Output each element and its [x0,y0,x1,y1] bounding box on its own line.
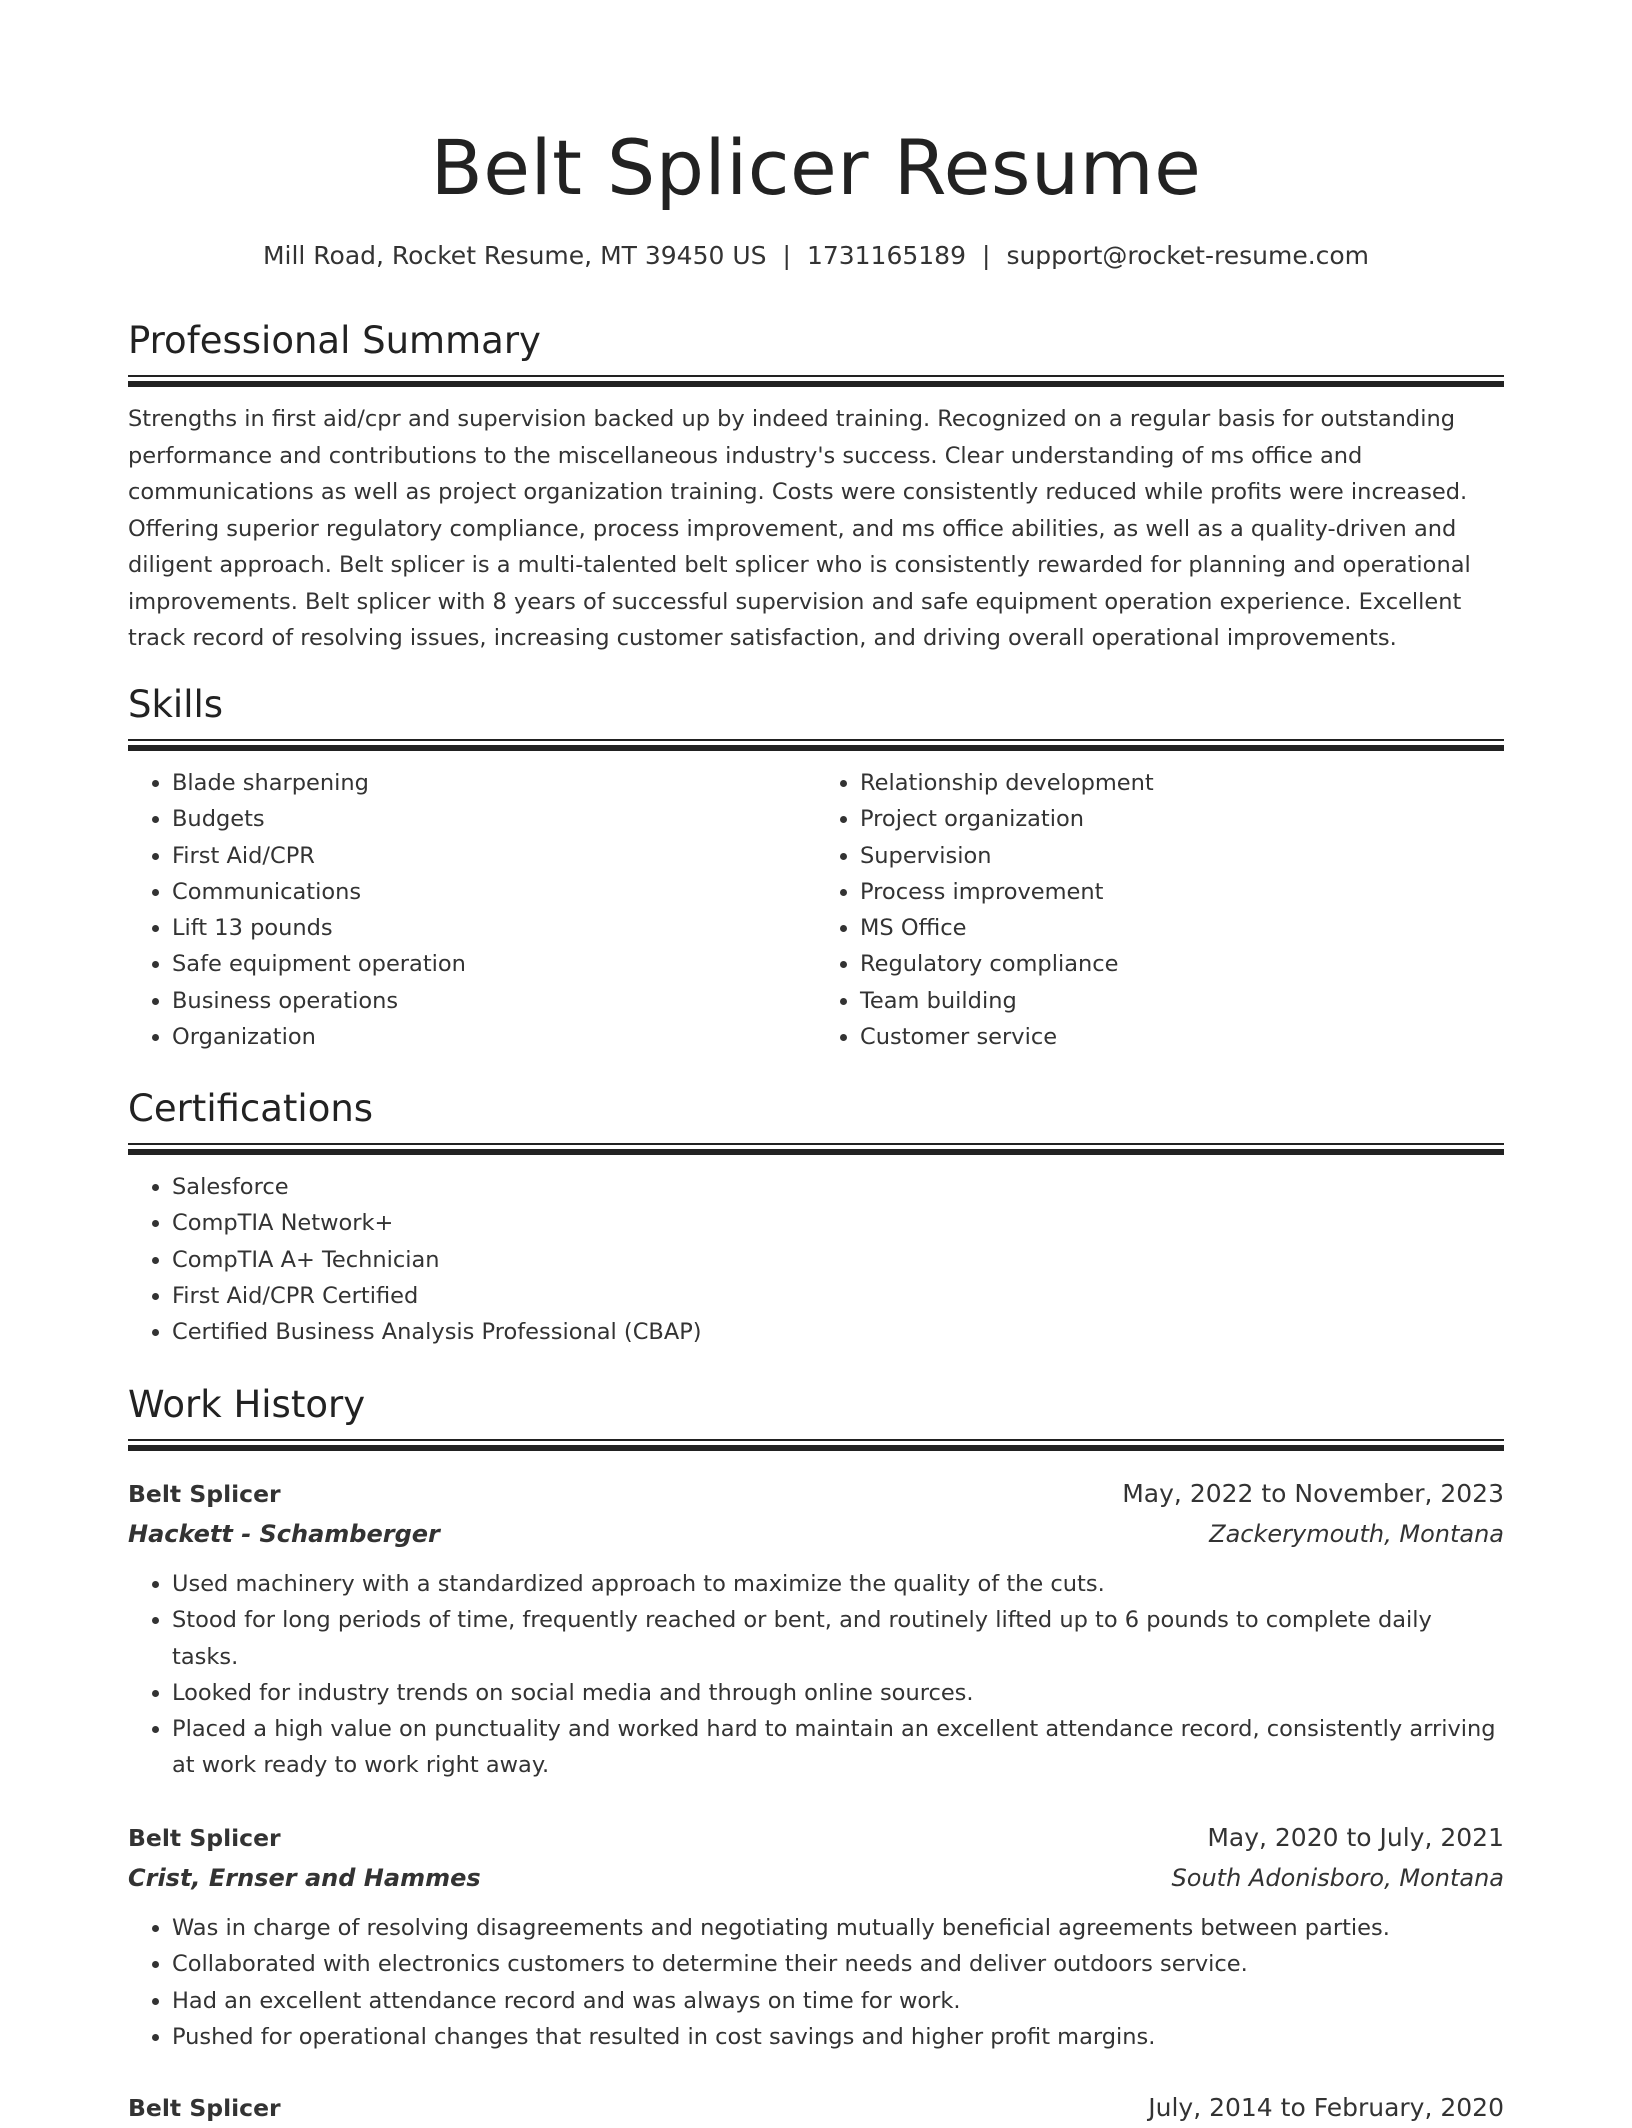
job-dates: May, 2022 to November, 2023 [1122,1479,1504,1508]
job-bullet: • Used machinery with a standardized approach to maximize the quality of the cuts. [172,1566,1504,1602]
skill-item: • Lift 13 pounds [172,910,816,946]
section-divider [128,1439,1504,1451]
job-bullets [128,1910,1504,2055]
summary-heading: Professional Summary [128,319,541,362]
job-entry [128,1818,1504,2055]
certifications-section [128,1085,1504,1350]
certifications-list [128,1169,1504,1350]
skills-list-left [128,765,816,1055]
job-dates: May, 2020 to July, 2021 [1207,1823,1504,1852]
skill-item: • MS Office [860,910,1504,946]
work-history-heading: Work History [128,1383,366,1426]
skills-section [128,681,1504,1055]
summary-text: Strengths in first aid/cpr and supervision backed up by indeed training. Recognized on a regular basis for outstanding performance and contributions to the miscellaneous industry's success. Clear understanding of ms office and communications as well as project organization training. Costs were consistently reduced while profits were increased. Offering superior regulatory compliance, process improvement, and ms office abilities, as well as a quality-driven and diligent approach. Belt splicer is a multi-talented belt splicer who is consistently rewarded for planning and operational improvements. Belt splicer with 8 years of successful supervision and safe equipment operation experience. Excellent track record of resolving issues, increasing customer satisfaction, and driving overall operational improvements. [128,406,1471,651]
skill-item: • Regulatory compliance [860,946,1504,982]
job-entry [128,2088,1504,2128]
contact-email: support@rocket-resume.com [1006,241,1370,270]
skill-item: • Supervision [860,838,1504,874]
job-title: Belt Splicer [128,1480,281,1508]
job-company: Hackett - Schamberger [128,1520,440,1548]
skills-list-right [816,765,1504,1055]
job-location: South Adonisboro, Montana [1171,1864,1504,1892]
skill-item: • Customer service [860,1019,1504,1055]
job-title: Belt Splicer [128,1824,281,1852]
skill-item: • Organization [172,1019,816,1055]
skill-item: • Team building [860,983,1504,1019]
job-location: Zackerymouth, Montana [1209,1520,1504,1548]
skill-item: • Process improvement [860,874,1504,910]
job-entry [128,1474,1504,1784]
section-divider [128,739,1504,751]
section-divider [128,375,1504,387]
certification-item: • CompTIA Network+ [172,1205,1504,1241]
skill-item: • First Aid/CPR [172,838,816,874]
skill-item: • Business operations [172,983,816,1019]
job-title: Belt Splicer [128,2094,281,2122]
summary-section [128,317,1504,657]
skill-item: • Safe equipment operation [172,946,816,982]
section-divider [128,1143,1504,1155]
certification-item: • First Aid/CPR Certified [172,1278,1504,1314]
certification-item: • Salesforce [172,1169,1504,1205]
contact-address: Mill Road, Rocket Resume, MT 39450 US [262,241,767,270]
job-bullets [128,1566,1504,1784]
contact-separator: | [782,241,791,270]
job-bullet: • Collaborated with electronics customers to determine their needs and deliver outdoors service. [172,1946,1504,1982]
contact-line [128,238,1504,274]
skill-item: • Communications [172,874,816,910]
certification-item: • CompTIA A+ Technician [172,1242,1504,1278]
job-bullet: • Had an excellent attendance record and was always on time for work. [172,1983,1504,2019]
job-bullet: • Stood for long periods of time, frequently reached or bent, and routinely lifted up to 6 pounds to complete daily tasks. [172,1602,1504,1675]
job-bullet: • Pushed for operational changes that resulted in cost savings and higher profit margins. [172,2019,1504,2055]
work-history-section [128,1381,1504,1451]
contact-separator: | [982,241,991,270]
skill-item: • Budgets [172,801,816,837]
certification-item: • Certified Business Analysis Professional (CBAP) [172,1314,1504,1350]
job-dates: July, 2014 to February, 2020 [1148,2093,1504,2122]
skill-item: • Blade sharpening [172,765,816,801]
skill-item: • Project organization [860,801,1504,837]
job-bullet: • Placed a high value on punctuality and worked hard to maintain an excellent attendance record, consistently arriving at work ready to work right away. [172,1711,1504,1784]
job-company: Crist, Ernser and Hammes [128,1864,481,1892]
certifications-heading: Certifications [128,1087,374,1130]
contact-phone: 1731165189 [806,241,966,270]
job-bullet: • Was in charge of resolving disagreements and negotiating mutually beneficial agreements between parties. [172,1910,1504,1946]
skill-item: • Relationship development [860,765,1504,801]
job-bullet: • Looked for industry trends on social media and through online sources. [172,1675,1504,1711]
resume-title: Belt Splicer Resume [430,123,1202,212]
skills-heading: Skills [128,683,224,726]
